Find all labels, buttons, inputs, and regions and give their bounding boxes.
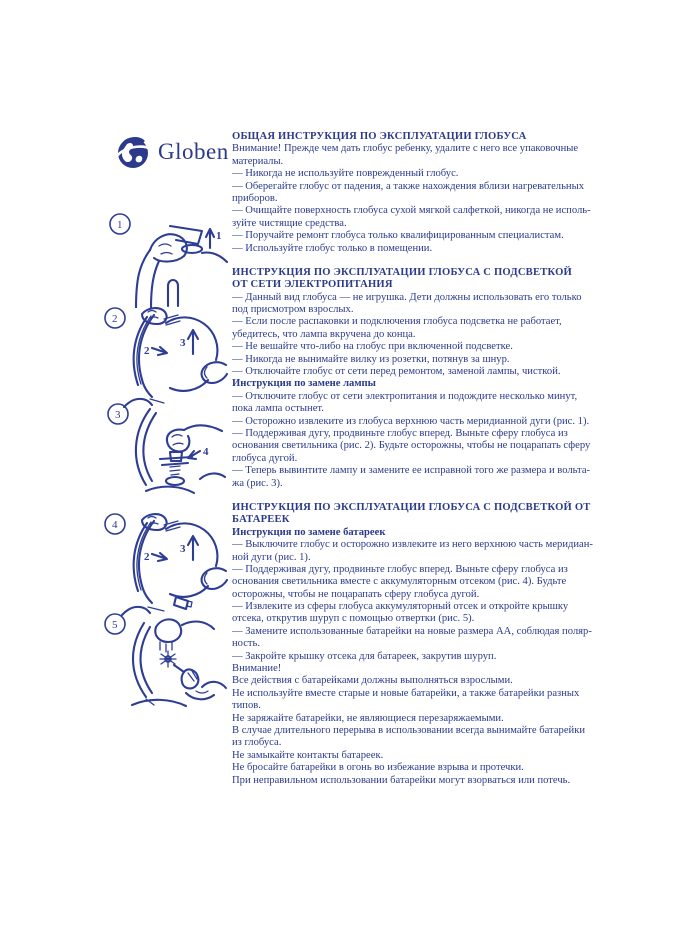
figure-5 (102, 609, 230, 717)
text-line: ной дуги (рис. 1). (232, 551, 311, 563)
hand-icon (155, 619, 214, 652)
arrow-right (144, 551, 167, 563)
hand-icon-lower (186, 682, 226, 699)
section-1 (232, 131, 594, 255)
text-line: — Никогда не вынимайте вилку из розетки, потянув за шнур. (232, 353, 510, 365)
text-line: — Замените использованные батарейки на новые размера АА, соблюдая поляр- (232, 625, 592, 637)
section-2 (232, 267, 594, 490)
text-line: — Поддерживая дугу, продвиньте глобус вперед. Выньте сферу глобуса из (232, 563, 568, 575)
text-line: зуйте чистящие средства. (232, 217, 347, 229)
arrow-up (206, 229, 222, 248)
text-line: — Выключите глобус и осторожно извлеките из него верхнюю часть меридиан- (232, 539, 593, 551)
figure-3-drawing (104, 399, 230, 505)
text-line: — Оберегайте глобус от падения, а также нахождения вблизи нагревательных (232, 180, 585, 192)
figure-2-drawing (102, 303, 230, 409)
meridian-arc (133, 623, 152, 697)
text-line: из глобуса. (232, 737, 282, 749)
number-badge (110, 214, 130, 234)
section-heading-line: БАТАРЕЕК (232, 514, 290, 526)
number-badge (105, 308, 125, 328)
text-line: типов. (232, 700, 261, 712)
section-heading-line: ИНСТРУКЦИЯ ПО ЭКСПЛУАТАЦИИ ГЛОБУСА С ПОДСВЕТКОЙ ОТ (232, 501, 591, 513)
text-line: — Отключите глобус от сети электропитания и подождите несколько минут, (232, 390, 578, 402)
svg-text:3: 3 (180, 543, 186, 555)
figure-3 (104, 399, 230, 505)
hand-icon-lower (202, 362, 227, 383)
text-line: приборов. (232, 192, 278, 204)
text-line: под присмотром взрослых. (232, 304, 354, 316)
globe-swoosh-icon (114, 132, 154, 172)
section-heading-line: ОТ СЕТИ ЭЛЕКТРОПИТАНИЯ (232, 279, 393, 291)
text-line: Внимание! (232, 663, 282, 675)
text-line: Не используйте вместе старые и новые батарейки, а также батарейки разных (232, 687, 580, 699)
text-line: материалы. (232, 155, 284, 167)
subheading-line: Инструкция по замене лампы (232, 378, 376, 390)
section-3 (232, 502, 594, 787)
figure-1 (106, 208, 228, 308)
lamp-icon (160, 452, 192, 485)
text-line: — Очищайте поверхность глобуса сухой мягкой салфеткой, никогда не исполь- (232, 205, 591, 217)
text-line: — Извлеките из сферы глобуса аккумуляторный отсек и откройте крышку (232, 601, 569, 613)
text-line: основания светильника (рис. 2). Будьте осторожны, чтобы не поцарапать сферу (232, 440, 591, 452)
svg-text:1: 1 (216, 230, 222, 242)
text-line: Не замыкайте контакты батареек. (232, 749, 384, 761)
text-line: При неправильном использовании батарейки могут взорваться или потечь. (232, 774, 571, 786)
base-stand (146, 473, 225, 493)
text-line: отсека, открутив шуруп с помощью отвертки (рис. 5). (232, 613, 475, 625)
subheading-line: Инструкция по замене батареек (232, 526, 386, 538)
text-line: — Теперь вывинтите лампу и замените ее исправной того же размера и вольта- (232, 465, 591, 477)
text-line: пока лампа остынет. (232, 403, 324, 415)
text-line: — Не вешайте что-либо на глобус при включенной подсветке. (232, 341, 513, 353)
svg-text:4: 4 (203, 446, 209, 458)
text-line: осторожны, чтобы не поцарапать сферу глобуса дугой. (232, 588, 480, 600)
hand-icon (167, 425, 222, 451)
svg-text:3: 3 (115, 409, 121, 421)
globe-sphere (164, 315, 217, 391)
text-line: — Поддерживая дугу, продвиньте глобус вперед. Выньте сферу глобуса из (232, 427, 568, 439)
hand-icon (136, 234, 187, 308)
battery-box-icon (174, 597, 192, 609)
arrow-up (180, 330, 198, 354)
text-line: — Никогда не используйте поврежденный глобус. (232, 168, 459, 180)
number-badge (105, 514, 125, 534)
section-heading-line: ОБЩАЯ ИНСТРУКЦИЯ ПО ЭКСПЛУАТАЦИИ ГЛОБУСА (232, 131, 527, 142)
number-badge (105, 614, 125, 634)
meridian-arc (202, 252, 227, 262)
figure-2 (102, 303, 230, 409)
text-line: — Осторожно извлеките из глобуса верхнюю часть меридианной дуги (рис. 1). (232, 415, 590, 427)
text-line: В случае длительного перерыва в использовании всегда вынимайте батарейки (232, 724, 586, 736)
arrow-right (144, 345, 167, 357)
text-line: Все действия с батарейками должны выполняться взрослыми. (232, 675, 513, 687)
meridian-arc (136, 409, 156, 485)
svg-text:2: 2 (112, 313, 118, 325)
figure-5-drawing (102, 609, 230, 717)
figure-4 (102, 509, 230, 617)
text-line: — Поручайте ремонт глобуса только квалифицированным специалистам. (232, 230, 564, 242)
text-line: — Закройте крышку отсека для батареек, закрутив шуруп. (232, 650, 497, 662)
brand-name: Globen (158, 139, 229, 164)
hand-icon-lower (202, 568, 227, 589)
globe-sphere (164, 521, 217, 597)
svg-text:2: 2 (144, 345, 150, 357)
text-line: убедитесь, что лампа вкручена до конца. (232, 328, 416, 340)
number-badge (108, 404, 128, 424)
text-line: Не заряжайте батарейки, не являющиеся перезаряжаемыми. (232, 712, 504, 724)
figure-4-drawing (102, 509, 230, 617)
text-line: — Используйте глобус только в помещении. (232, 242, 433, 254)
text-line: основания светильника вместе с аккумуляторным отсеком (рис. 4). Будьте (232, 576, 567, 588)
text-line: — Данный вид глобуса — не игрушка. Дети должны использовать его только (232, 291, 582, 303)
svg-text:3: 3 (180, 337, 186, 349)
text-line: глобуса дугой. (232, 452, 298, 464)
svg-text:4: 4 (112, 519, 118, 531)
figure-1-drawing (106, 208, 228, 308)
svg-text:5: 5 (112, 619, 118, 631)
text-line: ность. (232, 638, 261, 650)
instruction-text-column (232, 131, 594, 787)
arrow-label (188, 446, 209, 459)
svg-text:2: 2 (144, 551, 150, 563)
text-line: Не бросайте батарейки в огонь во избежание взрыва и протечки. (232, 762, 524, 774)
section-heading-line: ИНСТРУКЦИЯ ПО ЭКСПЛУАТАЦИИ ГЛОБУСА С ПОДСВЕТКОЙ (232, 266, 572, 278)
svg-text:1: 1 (117, 219, 123, 231)
base-stand (132, 699, 186, 706)
text-line: жа (рис. 3). (232, 477, 283, 489)
text-line: — Отключайте глобус от сети перед ремонтом, заменой лампы, чисткой. (232, 366, 561, 378)
arrow-up (180, 536, 198, 560)
text-line: — Если после распаковки и подключения глобуса подсветка не работает, (232, 316, 562, 328)
globen-logo (114, 132, 229, 172)
screwdriver-icon (174, 665, 198, 688)
text-line: Внимание! Прежде чем дать глобус ребенку, удалите с него все упаковочные (232, 143, 579, 155)
